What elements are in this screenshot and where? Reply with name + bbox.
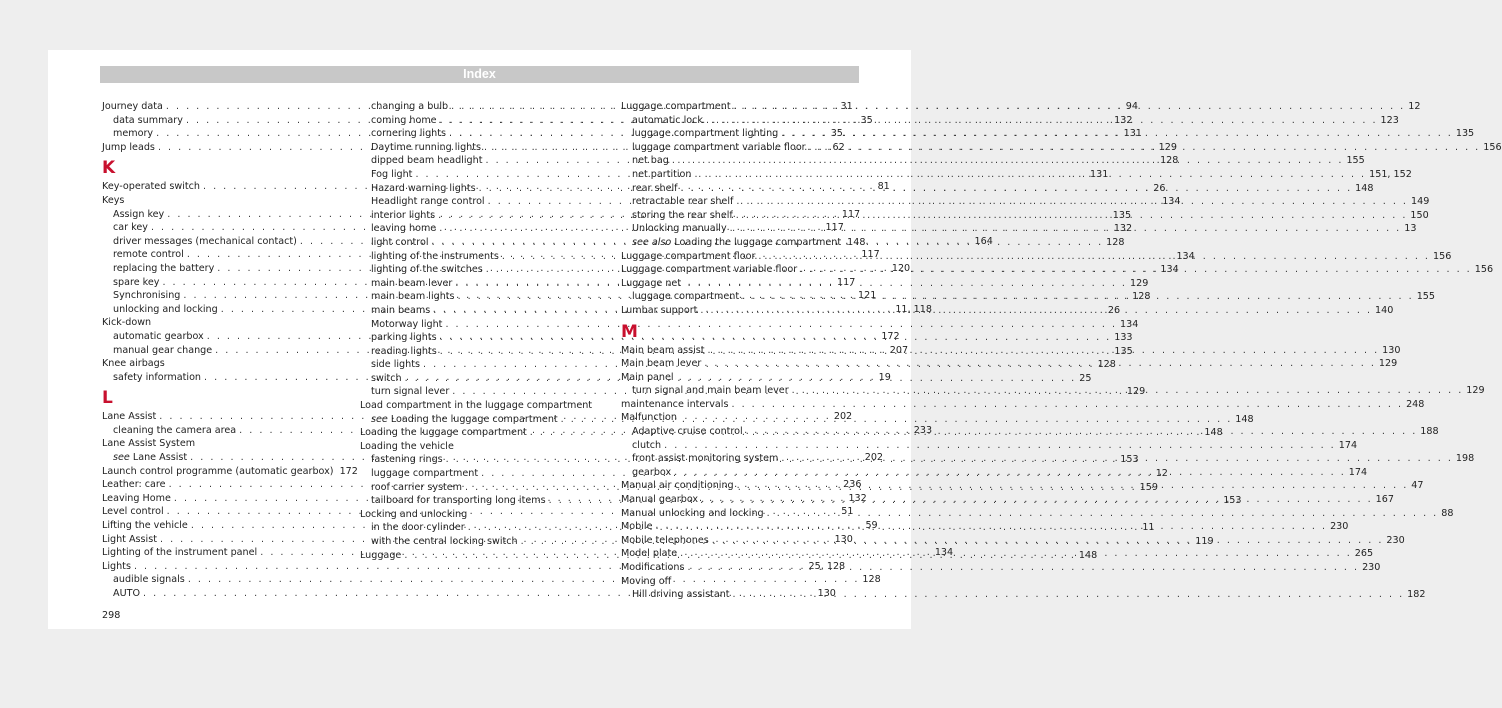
entry-page-reference: 132 (1113, 223, 1133, 235)
entry-label: light control (371, 236, 429, 248)
entry-label: parking lights (371, 332, 437, 344)
entry-page-reference: 198 (1455, 453, 1475, 465)
entry-label: interior lights (371, 209, 436, 221)
entry-label: Keys (102, 194, 125, 206)
entry-label: manual gear change (113, 344, 213, 356)
entry-page-reference: 233 (913, 424, 933, 436)
leader-dots (695, 168, 1367, 182)
entry-page-reference: 59 (865, 520, 878, 532)
leader-dots (664, 439, 1336, 453)
entry-page-reference: 174 (1338, 439, 1358, 451)
entry-label: replacing the battery (113, 262, 215, 274)
entry-page-reference: 149 (1410, 196, 1430, 208)
entry-label: Load compartment in the luggage compartment (360, 400, 593, 412)
entry-page-reference: 31 (840, 101, 853, 112)
entry-label: turn signal and main beam lever (632, 385, 789, 397)
entry-label: Mobile (621, 521, 653, 533)
entry-label: net bag (632, 155, 669, 167)
entry-page-reference: 148 (847, 236, 866, 248)
entry-label: Leaving Home (102, 492, 171, 504)
entry-label: Leather: care (102, 479, 166, 491)
entry-page-reference: 129 (1129, 277, 1149, 289)
entry-page-reference: 230 (1330, 521, 1349, 533)
entry-label: Synchronising (113, 290, 181, 302)
leader-dots (704, 357, 1376, 371)
entry-label: Knee airbags (102, 358, 165, 370)
entry-page-reference: 119 (1195, 536, 1214, 547)
entry-label: Main beam assist (621, 344, 705, 356)
index-entry (360, 440, 599, 454)
index-subentry (360, 318, 1139, 332)
entry-page-reference: 132 (848, 492, 867, 504)
entry-label: reading lights (371, 345, 437, 357)
entry-label: AUTO (113, 588, 140, 599)
entry-page-reference: 159 (1139, 481, 1158, 493)
entry-page-reference: 62 (832, 141, 845, 153)
entry-page-reference: 81 (877, 181, 890, 193)
entry-label: safety information (113, 371, 202, 383)
entry-label: main beam lights (371, 291, 455, 303)
entry-label: side lights (371, 359, 420, 371)
entry-label: maintenance intervals (621, 398, 729, 410)
entry-page-reference: 182 (1407, 589, 1426, 601)
entry-page-reference: 134 (1120, 318, 1139, 330)
entry-page-reference: 207 (889, 344, 909, 356)
leader-dots (687, 561, 1359, 575)
entry-page-reference: 156 (1474, 264, 1494, 276)
leader-dots (730, 222, 1402, 236)
entry-page-reference: 148 (1235, 413, 1254, 425)
entry-page-reference: 26 (1153, 182, 1166, 194)
entry-label: luggage compartment (371, 468, 479, 480)
entry-label: Lane Assist System (102, 438, 196, 450)
entry-label: spare key (113, 276, 160, 288)
entry-page-reference: 153 (1120, 454, 1139, 466)
entry-label: Malfunction (621, 412, 678, 424)
entry-page-reference: 129 (1466, 385, 1485, 397)
index-entry (621, 561, 1381, 575)
leader-dots (731, 398, 1403, 412)
entry-label: Main panel (621, 371, 674, 383)
entry-page-reference: 131 (1090, 168, 1109, 180)
entry-page-reference: 148 (1355, 182, 1374, 194)
entry-page-reference: 117 (825, 222, 844, 234)
entry-page-reference: 172 (339, 465, 358, 477)
entry-page-reference: 117 (841, 208, 861, 220)
entry-page-reference: 26 (1107, 304, 1121, 316)
entry-page-reference: 202 (833, 411, 853, 423)
entry-label: cleaning the camera area (113, 424, 237, 436)
entry-label: storing the rear shelf (632, 209, 733, 221)
index-letter-heading: L (102, 388, 113, 409)
entry-label: coming home (371, 114, 437, 126)
entry-page-reference: 172 (881, 330, 900, 342)
entry-label: Kick-down (102, 317, 152, 329)
entry-label: luggage compartment lighting (632, 128, 779, 140)
page-header-title: Index (100, 66, 859, 83)
entry-label: fastening rings (371, 454, 443, 466)
entry-page-reference: 134 (1160, 264, 1179, 276)
leader-dots (767, 507, 1439, 521)
entry-page-reference: 128 (1097, 359, 1116, 371)
entry-label: audible signals (113, 574, 185, 586)
entry-label: Key-operated switch (102, 181, 200, 193)
entry-label: Luggage (360, 549, 402, 561)
entry-page-reference: 128 (1132, 291, 1151, 303)
page-number: 298 (102, 610, 121, 621)
entry-label: Moving off (621, 575, 672, 587)
leader-dots (809, 141, 1481, 155)
entry-page-reference: 155 (1346, 155, 1365, 167)
entry-label: automatic lock (632, 114, 703, 126)
see-reference: see also (632, 236, 672, 248)
entry-page-reference: 130 (1382, 344, 1401, 356)
entry-page-reference: 150 (1410, 209, 1429, 221)
entry-label: clutch (632, 439, 662, 451)
index-entry (621, 575, 860, 589)
entry-label: driver messages (mechanical contact) (113, 235, 297, 247)
entry-page-reference: 123 (1380, 114, 1399, 126)
entry-label: Lights (102, 560, 131, 572)
entry-label (113, 451, 187, 465)
entry-page-reference: 12 (1155, 468, 1168, 480)
leader-dots (781, 452, 1453, 466)
entry-label: switch (371, 372, 402, 384)
entry-page-reference: 25, 128 (808, 560, 846, 572)
entry-label: Lighting of the instrument panel (102, 547, 258, 559)
entry-label: Manual air conditioning (621, 480, 734, 492)
entry-page-reference: 51 (841, 506, 854, 518)
entry-page-reference: 135 (1114, 345, 1133, 357)
entry-label: Main beam lever (621, 358, 702, 370)
entry-label: Lifting the vehicle (102, 520, 188, 532)
entry-label: Loading the luggage compartment (360, 427, 527, 439)
entry-label: lighting of the instruments (371, 250, 499, 262)
entry-label: remote control (113, 249, 184, 261)
leader-dots (746, 425, 1418, 439)
leader-dots (734, 100, 1406, 114)
entry-page-reference: 129 (1378, 358, 1398, 370)
entry-label: cornering lights (371, 128, 446, 140)
entry-label: Locking and unlocking (360, 508, 468, 520)
entry-label: luggage compartment (632, 291, 740, 303)
index-entry (102, 437, 341, 451)
entry-page-reference: 188 (1420, 426, 1439, 438)
entry-label: retractable rear shelf (632, 196, 734, 208)
index-entry (621, 507, 1454, 521)
entry-label: with the central locking switch (371, 536, 518, 547)
leader-dots (736, 195, 1408, 209)
entry-label (371, 413, 558, 427)
entry-page-reference: 140 (1375, 304, 1394, 316)
index-letter-heading: M (621, 321, 638, 342)
entry-page-reference: 128 (862, 574, 881, 586)
entry-label: Launch control programme (automatic gearbox) (102, 465, 334, 477)
entry-label: automatic gearbox (113, 330, 204, 342)
entry-label: net partition (632, 168, 692, 180)
entry-label-text: Lane Assist (132, 452, 188, 464)
index-subentry (621, 384, 1485, 398)
entry-label: gearbox (632, 466, 672, 478)
entry-label: Luggage compartment (621, 101, 731, 112)
entry-page-reference: 11 (1142, 522, 1155, 534)
entry-label: turn signal lever (371, 386, 450, 398)
entry-label: Manual gearbox (621, 494, 699, 506)
entry-label: Lane Assist (102, 411, 157, 423)
leader-dots (672, 154, 1344, 168)
entry-page-reference: 13 (1404, 223, 1417, 235)
entry-page-reference: 130 (834, 533, 853, 545)
entry-label: Assign key (113, 208, 165, 220)
index-entry (621, 371, 860, 385)
entry-page-reference: 174 (1348, 466, 1368, 478)
entry-page-reference: 167 (1375, 494, 1394, 506)
entry-label: Luggage compartment floor (621, 250, 756, 262)
entry-page-reference: 164 (974, 235, 993, 247)
entry-label-text: Loading the luggage compartment (674, 236, 842, 248)
entry-page-reference: 121 (857, 290, 877, 302)
index-entry (102, 316, 341, 330)
leader-dots (700, 304, 1372, 318)
entry-label: Journey data (102, 101, 163, 112)
entry-page-reference: 230 (1386, 534, 1405, 546)
entry-label: Motorway light (371, 318, 443, 330)
entry-label: lighting of the switches (371, 264, 483, 276)
index-subentry (621, 439, 1358, 453)
entry-page-reference: 265 (1354, 548, 1374, 560)
entry-page-reference: 248 (1406, 398, 1425, 410)
see-reference: see (113, 452, 130, 464)
entry-page-reference: 156 (1432, 250, 1452, 262)
entry-page-reference: 19 (878, 371, 891, 383)
entry-label: dipped beam headlight (371, 155, 483, 167)
entry-label: Daytime running lights (371, 141, 482, 153)
entry-page-reference: 120 (891, 262, 911, 274)
entry-page-reference: 130 (817, 588, 836, 599)
leader-dots (681, 182, 1353, 196)
entry-label: main beams (371, 304, 431, 316)
leader-dots (701, 493, 1373, 507)
entry-label: Hill driving assistant (632, 589, 730, 601)
index-entry (102, 194, 341, 208)
entry-label: Lumbar support (621, 304, 698, 316)
entry-page-reference: 134 (1176, 250, 1195, 262)
entry-page-reference: 117 (861, 249, 880, 261)
entry-page-reference: 129 (1158, 141, 1177, 153)
entry-page-reference: 155 (1416, 291, 1436, 303)
entry-page-reference: 117 (837, 276, 856, 288)
leader-dots (736, 209, 1408, 223)
leader-dots (737, 479, 1409, 493)
entry-page-reference: 35 (860, 114, 873, 126)
entry-page-reference: 135 (1112, 209, 1132, 221)
entry-page-reference: 134 (934, 547, 954, 559)
leader-dots (800, 263, 1472, 277)
entry-label: Loading the vehicle (360, 440, 454, 452)
entry-label: Luggage compartment variable floor (621, 264, 798, 276)
leader-dots (733, 588, 1405, 602)
entry-page-reference: 94 (1125, 101, 1138, 112)
index-entry (360, 508, 599, 522)
entry-label: Hazard warning lights (371, 182, 476, 194)
entry-page-reference: 202 (864, 452, 884, 464)
entry-page-reference: 148 (1204, 427, 1223, 439)
entry-page-reference: 230 (1362, 562, 1381, 573)
entry-page-reference: 12 (1408, 101, 1421, 112)
entry-label: Model plate (621, 548, 678, 560)
entry-label: Mobile telephones (621, 534, 709, 546)
entry-page-reference: 35 (830, 128, 843, 140)
see-reference: see (371, 413, 388, 425)
entry-label: Light Assist (102, 533, 157, 545)
entry-label: Jump leads (102, 141, 155, 153)
index-subentry (621, 588, 1426, 602)
leader-dots (742, 290, 1414, 304)
entry-label: Level control (102, 506, 164, 518)
entry-label: changing a bulb (371, 101, 449, 112)
leader-dots (781, 127, 1453, 141)
entry-label: Fog light (371, 168, 413, 180)
entry-page-reference: 156 (1483, 141, 1502, 153)
leader-dots (708, 344, 1380, 358)
entry-label: in the door cylinder (371, 522, 465, 534)
entry-label: Modifications (621, 562, 685, 573)
leader-dots (680, 547, 1352, 561)
index-entry (360, 399, 599, 413)
entry-label: Manual unlocking and locking (621, 507, 764, 519)
entry-label-text: Loading the luggage compartment (390, 413, 558, 425)
entry-page-reference: 131 (1123, 128, 1142, 140)
entry-label: tailboard for transporting long items (371, 495, 546, 507)
entry-page-reference: 135 (1455, 128, 1475, 140)
entry-page-reference: 88 (1441, 507, 1454, 519)
entry-page-reference: 25 (1079, 372, 1092, 384)
entry-page-reference: 47 (1411, 480, 1424, 492)
leader-dots (792, 384, 1464, 398)
entry-page-reference: 11, 118 (895, 303, 932, 315)
entry-page-reference: 134 (1162, 196, 1181, 208)
index-entry (621, 277, 860, 291)
entry-label: Headlight range control (371, 196, 485, 208)
index-entry (102, 465, 358, 479)
entry-page-reference: 236 (843, 479, 862, 491)
leader-dots (706, 114, 1378, 128)
entry-page-reference: 148 (1078, 549, 1098, 561)
entry-label: Adaptive cruise control (632, 426, 743, 438)
index-letter-heading: K (102, 158, 116, 179)
index-subentry (621, 236, 866, 250)
entry-label: front assist monitoring system (632, 453, 779, 465)
entry-label: unlocking and locking (113, 303, 218, 315)
entry-label: main beam lever (371, 277, 453, 289)
entry-page-reference: 151, 152 (1369, 168, 1412, 180)
entry-label: memory (113, 128, 154, 140)
entry-label: leaving home (371, 223, 437, 235)
leader-dots (712, 534, 1384, 548)
index-entry (621, 398, 1425, 412)
entry-label: luggage compartment variable floor (632, 141, 806, 153)
entry-label: rear shelf (632, 182, 678, 194)
entry-page-reference: 132 (1114, 114, 1133, 126)
leader-dots (758, 250, 1430, 264)
entry-page-reference: 153 (1223, 495, 1242, 507)
entry-label: roof carrier system (371, 481, 463, 493)
leader-dots (655, 520, 1327, 534)
entry-page-reference: 133 (1114, 332, 1133, 344)
entry-page-reference: 128 (1160, 155, 1179, 167)
entry-page-reference: 129 (1126, 386, 1146, 398)
entry-label: Luggage net (621, 277, 682, 289)
entry-page-reference: 128 (1106, 236, 1125, 248)
entry-label: car key (113, 222, 148, 234)
leader-dots (674, 466, 1346, 480)
entry-label: data summary (113, 114, 183, 126)
index-entry (621, 411, 860, 425)
entry-label: Unlocking manually (632, 223, 727, 235)
index-entry (102, 357, 341, 371)
entry-label (632, 236, 841, 250)
